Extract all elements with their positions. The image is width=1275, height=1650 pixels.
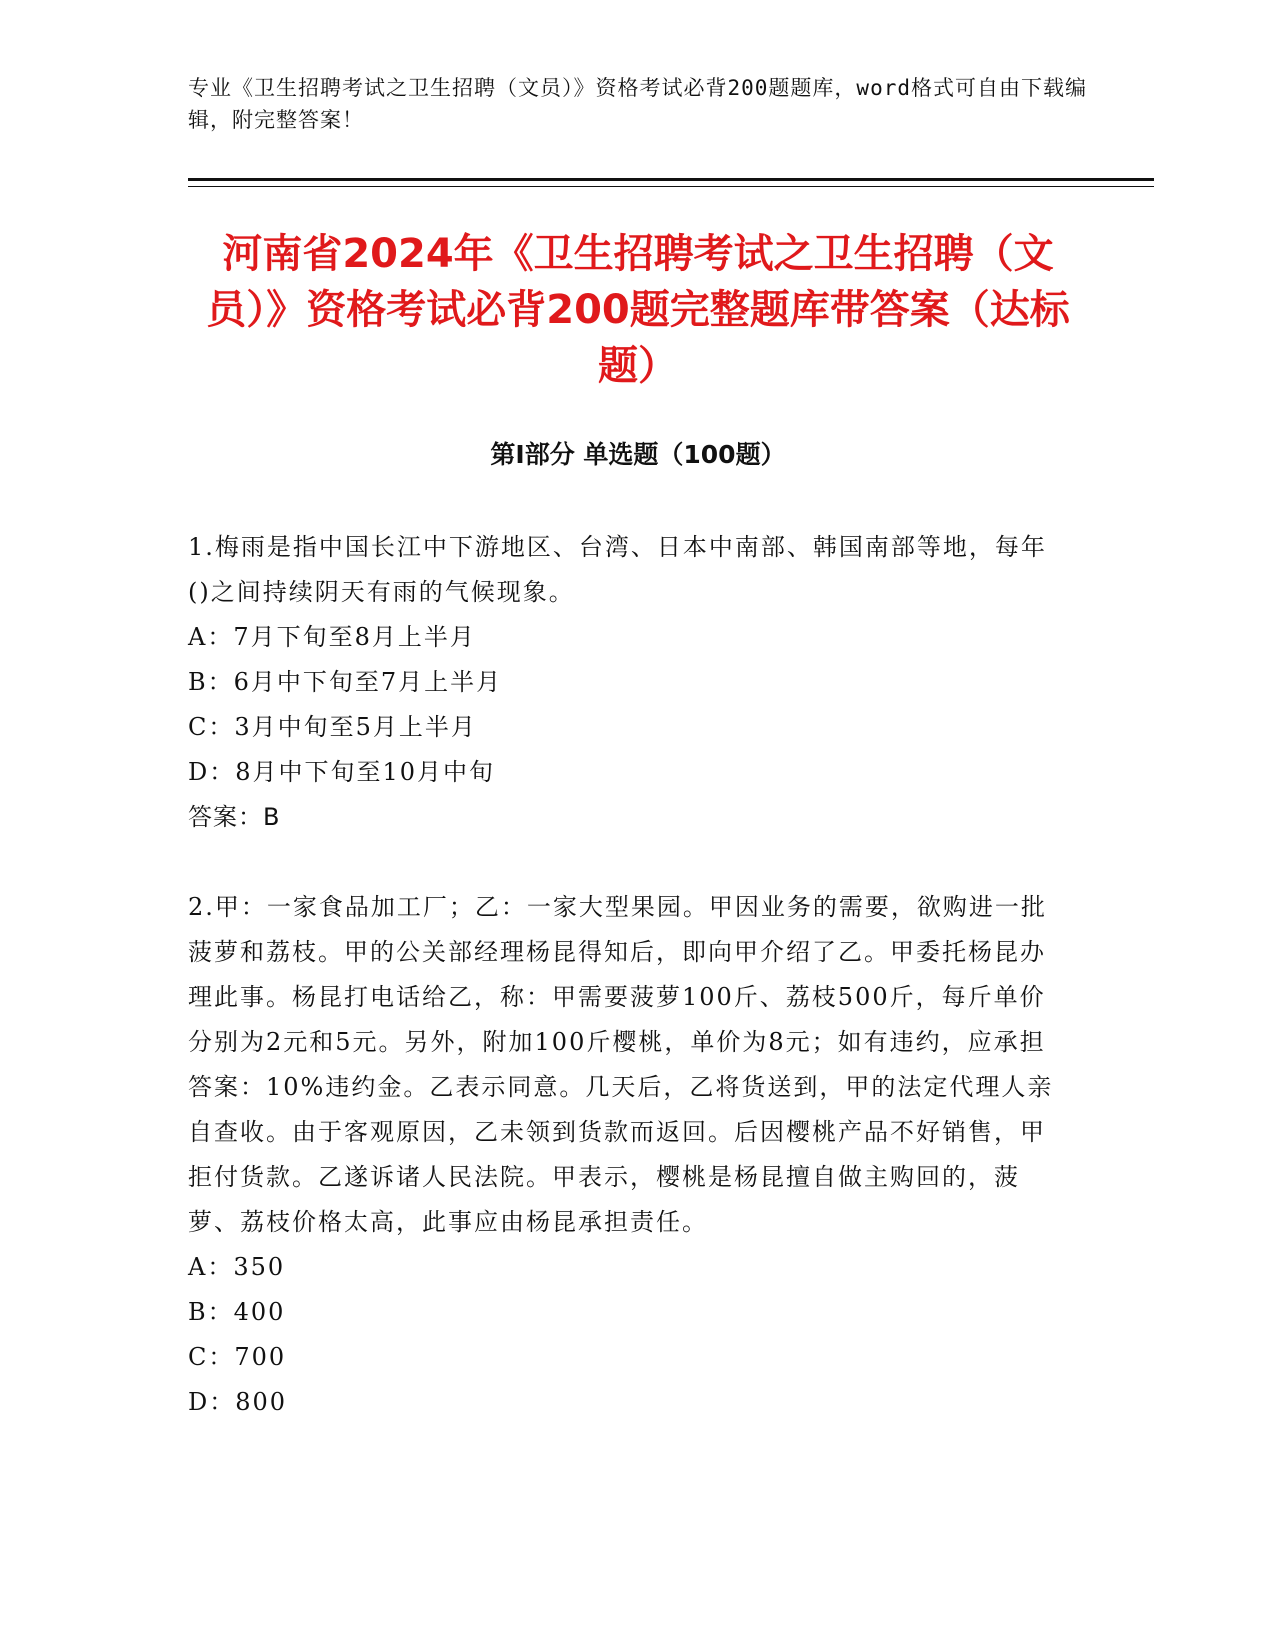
option-a: A：350 [188, 1253, 286, 1281]
option-d: D：800 [188, 1388, 288, 1416]
document-title: 河南省2024年《卫生招聘考试之卫生招聘（文员）》资格考试必背200题完整题库带答案（达标题） [206, 231, 1070, 389]
answer-line: 答案：B [188, 803, 281, 831]
question-stem: 2.甲：一家食品加工厂；乙：一家大型果园。甲因业务的需要，欲购进一批菠萝和荔枝。甲的公关部经理杨昆得知后，即向甲介绍了乙。甲委托杨昆办理此事。杨昆打电话给乙，称：甲需要菠萝100斤、荔枝500斤，每斤单价分别为2元和5元。另外，附加100斤樱桃，单价为8元；如有违约，应承担答案：10%违约金。乙表示同意。几天后，乙将货送到，甲的法定代理人亲自查收。由于客观原因，乙未领到货款而返回。后因樱桃产品不好销售，甲拒付货款。乙遂诉诸人民法院。甲表示，樱桃是杨昆擅自做主购回的，菠萝、荔枝价格太高，此事应由杨昆承担责任。 [188, 893, 1054, 1236]
option-c: C：3月中旬至5月上半月 [188, 713, 477, 741]
option-d: D：8月中下旬至10月中旬 [188, 758, 496, 786]
option-c: C：700 [188, 1343, 287, 1371]
header-divider-thick [188, 178, 1154, 181]
question-2 [188, 885, 1068, 1425]
option-b: B：6月中下旬至7月上半月 [188, 668, 503, 696]
section-heading: 第I部分 单选题（100题） [490, 440, 786, 469]
question-stem: 1.梅雨是指中国长江中下游地区、台湾、日本中南部、韩国南部等地，每年()之间持续阴天有雨的气候现象。 [188, 533, 1047, 606]
option-b: B：400 [188, 1298, 286, 1326]
header-divider-thin [188, 186, 1154, 187]
question-1 [188, 525, 1068, 840]
option-a: A：7月下旬至8月上半月 [188, 623, 476, 651]
header-note: 专业《卫生招聘考试之卫生招聘（文员）》资格考试必背200题题库，word格式可自由下载编辑，附完整答案！ [188, 76, 1087, 132]
